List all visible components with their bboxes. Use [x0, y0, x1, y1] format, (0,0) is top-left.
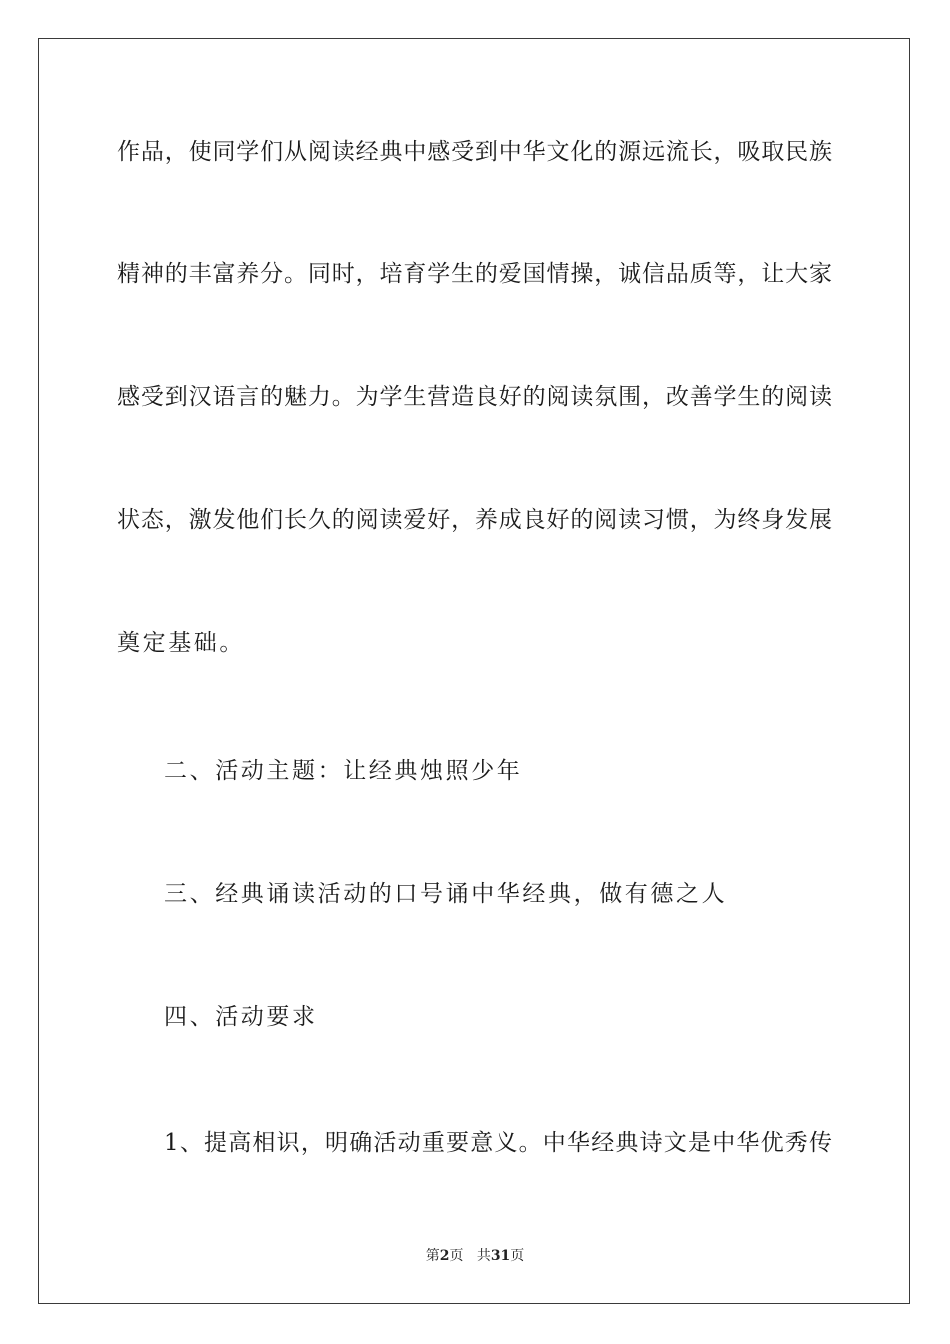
- page-footer: [0, 1246, 950, 1266]
- requirement-item-1: 1、提高相识，明确活动重要意义。中华经典诗文是中华优秀传: [164, 1130, 832, 1156]
- footer-prefix: 第: [425, 1248, 440, 1264]
- body-line-3: 感受到汉语言的魅力。为学生营造良好的阅读氛围，改善学生的阅读: [117, 384, 832, 410]
- footer-total-suffix: 页: [510, 1248, 525, 1264]
- section-heading-requirements: 四、活动要求: [164, 1004, 318, 1030]
- body-line-4: 状态，激发他们长久的阅读爱好，养成良好的阅读习惯，为终身发展: [117, 507, 832, 533]
- section-heading-slogan: 三、经典诵读活动的口号诵中华经典，做有德之人: [164, 881, 728, 907]
- section-heading-theme: 二、活动主题：让经典烛照少年: [164, 758, 523, 784]
- body-line-1: 作品，使同学们从阅读经典中感受到中华文化的源远流长，吸取民族: [117, 139, 832, 165]
- page-border: [38, 38, 910, 1304]
- footer-total-pages: 31: [490, 1248, 511, 1264]
- body-line-5: 奠定基础。: [117, 630, 245, 656]
- footer-page-suffix: 页: [449, 1248, 464, 1264]
- footer-page-number: 2: [439, 1248, 450, 1264]
- footer-total-prefix: 共: [476, 1248, 491, 1264]
- body-line-2: 精神的丰富养分。同时，培育学生的爱国情操，诚信品质等，让大家: [117, 261, 832, 287]
